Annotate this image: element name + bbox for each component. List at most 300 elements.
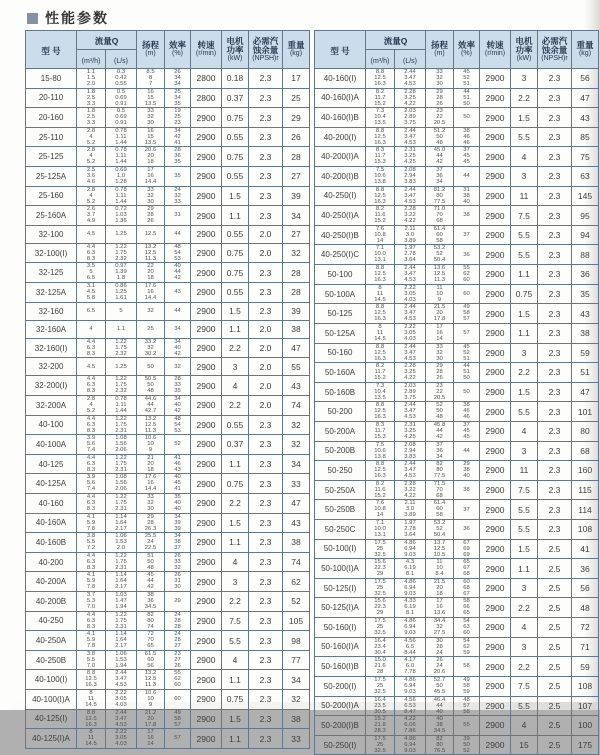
flow-m3h-values: 4: [89, 326, 93, 333]
npsh-cell: 2.3: [249, 690, 283, 710]
flow-m3h-values: 3.9 5.6 7.4: [86, 435, 96, 454]
flow-m3h-cell: [77, 533, 106, 553]
flow-m3h-values: 4.4 6.3 8.3: [86, 454, 96, 473]
weight-cell: 72: [572, 618, 599, 638]
speed-cell: 2900: [480, 88, 511, 108]
power-cell: 0.55: [222, 225, 249, 243]
table-row: [26, 243, 310, 263]
table-row: [315, 598, 599, 618]
flow-m3h-cell: [77, 493, 106, 513]
efficiency-cell: [454, 461, 480, 481]
flow-ls-values: 1.22 1.75 2.31: [115, 415, 127, 434]
efficiency-values: 48 57 58: [463, 696, 470, 715]
head-cell: [137, 415, 165, 435]
flow-m3h-cell: [77, 454, 106, 474]
flow-ls-values: 0.3 0.42 0.55: [115, 69, 127, 88]
efficiency-cell: [165, 395, 191, 415]
flow-ls-values: 0.5 0.69 0.91: [115, 108, 127, 127]
flow-ls-values: 2.44 3.47 4.53: [404, 343, 416, 362]
head-cell: [137, 302, 165, 320]
power-cell: 2.2: [511, 363, 538, 383]
speed-cell: 2900: [480, 539, 511, 559]
efficiency-values: 44: [463, 173, 470, 180]
flow-m3h-cell: [366, 559, 395, 579]
speed-cell: 2900: [191, 108, 222, 128]
table-row: [315, 618, 599, 638]
speed-cell: 2900: [480, 363, 511, 383]
weight-cell: 25: [283, 88, 310, 108]
speed-cell: 2900: [191, 493, 222, 513]
flow-m3h-cell: [366, 735, 395, 755]
efficiency-cell: [165, 147, 191, 167]
power-cell: 5.5: [511, 696, 538, 716]
npsh-cell: 2.3: [249, 302, 283, 320]
flow-ls-cell: [106, 493, 137, 513]
speed-cell: 2900: [191, 513, 222, 533]
speed-cell: 2900: [480, 598, 511, 618]
flow-m3h-values: 8 11 14.5: [85, 690, 97, 709]
flow-ls-values: 2.22 3.05 4.03: [404, 324, 416, 343]
flow-m3h-cell: [77, 302, 106, 320]
model-cell: 40-250(I)A: [315, 206, 366, 226]
model-cell: 25-125A: [26, 167, 77, 187]
head-cell: [426, 578, 454, 598]
flow-ls-cell: [106, 225, 137, 243]
flow-ls-values: 0.97 1.39 1.8: [115, 263, 127, 282]
head-values: 17 16 14: [436, 324, 443, 343]
table-row: [26, 415, 310, 435]
flow-m3h-values: 1.8 2.5 3.3: [86, 108, 96, 127]
flow-ls-cell: [395, 559, 426, 579]
efficiency-cell: [454, 127, 480, 147]
flow-m3h-values: 8.8 12.5 16.3: [374, 304, 386, 323]
flow-ls-cell: [106, 376, 137, 396]
efficiency-cell: [165, 225, 191, 243]
table-row: [26, 263, 310, 283]
flow-m3h-values: 4.1 5.9 7.8: [86, 513, 96, 532]
efficiency-cell: [165, 572, 191, 592]
model-cell: 50-200(I)B: [315, 716, 366, 736]
efficiency-cell: [165, 513, 191, 533]
speed-cell: 2900: [191, 454, 222, 474]
speed-cell: 2900: [480, 225, 511, 245]
efficiency-values: 38 46 46: [463, 402, 470, 421]
head-cell: [137, 376, 165, 396]
flow-ls-values: 2.22 3.05 4.03: [115, 729, 127, 748]
head-cell: [426, 206, 454, 226]
npsh-cell: 2.3: [249, 69, 283, 89]
head-cell: [426, 676, 454, 696]
power-cell: 2.2: [511, 598, 538, 618]
efficiency-cell: [165, 127, 191, 147]
flow-ls-cell: [395, 343, 426, 363]
efficiency-values: 41 46 43: [174, 454, 181, 473]
power-cell: 0.55: [222, 127, 249, 147]
npsh-cell: 2.3: [249, 415, 283, 435]
efficiency-values: 44 51 50: [463, 88, 470, 107]
table-row: [315, 206, 599, 226]
npsh-cell: 2.3: [538, 480, 572, 500]
npsh-cell: 2.0: [249, 338, 283, 358]
flow-m3h-cell: [77, 283, 106, 303]
efficiency-values: 31 38 40: [463, 186, 470, 205]
flow-m3h-cell: [366, 500, 395, 520]
head-values: 34.4 32 27.5: [433, 618, 446, 637]
head-values: 33 32 30: [147, 108, 154, 127]
flow-m3h-cell: [77, 186, 106, 206]
flow-ls-values: 2.31 3.25 4.25: [404, 147, 416, 166]
flow-ls-values: 2.03 2.89 3.75: [404, 108, 416, 127]
model-cell: 40-200(I)B: [315, 167, 366, 187]
flow-ls-values: 2.11 3.0 3.89: [404, 226, 416, 245]
efficiency-cell: [454, 676, 480, 696]
flow-m3h-values: 17.5 25 32.5: [374, 539, 386, 558]
table-row: [26, 358, 310, 376]
power-cell: 1.1: [222, 206, 249, 226]
flow-ls-values: 4.33 6.19 8.1: [404, 598, 416, 617]
flow-m3h-cell: [366, 167, 395, 187]
flow-m3h-values: 8.2 11.7 15.2: [374, 363, 386, 382]
head-cell: [426, 147, 454, 167]
efficiency-values: 34 40 42: [174, 396, 181, 415]
weight-cell: 85: [572, 127, 599, 147]
table-row: [26, 186, 310, 206]
npsh-cell: 2.0: [249, 376, 283, 396]
flow-m3h-values: 7.6 10.8 14: [374, 226, 386, 245]
speed-cell: 2900: [191, 302, 222, 320]
efficiency-values: 38: [463, 212, 470, 219]
efficiency-values: 45 52 51: [463, 69, 470, 88]
table-row: [26, 611, 310, 631]
flow-ls-values: 2.08 2.94 3.83: [404, 441, 416, 460]
table-row: [315, 520, 599, 540]
power-cell: 2.2: [222, 592, 249, 612]
flow-m3h-values: 4.4 6.3 8.3: [86, 244, 96, 263]
speed-cell: 2900: [191, 358, 222, 376]
table-row: [26, 631, 310, 651]
npsh-cell: 2.5: [538, 539, 572, 559]
flow-ls-cell: [395, 167, 426, 187]
head-values: 17.6 16 14.4: [144, 283, 157, 302]
flow-ls-values: 1.14 1.64 2.17: [115, 513, 127, 532]
power-cell: 1.5: [511, 304, 538, 324]
head-cell: [426, 108, 454, 128]
table-row: [26, 709, 310, 729]
head-cell: [137, 283, 165, 303]
head-cell: [426, 657, 454, 677]
model-cell: 40-200(I)A: [315, 147, 366, 167]
flow-ls-cell: [395, 500, 426, 520]
flow-ls-cell: [106, 127, 137, 147]
power-cell: 1.5: [511, 539, 538, 559]
efficiency-values: 34 42 41: [174, 128, 181, 147]
head-values: 17.6 16 14.4: [144, 474, 157, 493]
npsh-cell: 2.3: [249, 533, 283, 553]
flow-m3h-cell: [77, 415, 106, 435]
flow-m3h-values: 3.5 5 6.5: [86, 263, 96, 282]
head-cell: [426, 716, 454, 736]
power-cell: 5.5: [511, 225, 538, 245]
flow-m3h-values: 8.8 12.5 16.3: [374, 128, 386, 147]
head-cell: [426, 461, 454, 481]
head-values: 33 32 30: [436, 343, 443, 362]
head-values: 82 80 77.5: [433, 461, 446, 480]
flow-m3h-values: 7.5 10.6 13.8: [374, 441, 386, 460]
power-cell: 0.37: [222, 435, 249, 455]
model-cell: 40-125: [26, 454, 77, 474]
flow-ls-values: 1.14 1.64 2.17: [115, 631, 127, 650]
power-cell: 1.1: [511, 559, 538, 579]
flow-ls-values: 4.86 6.94 9.03: [404, 579, 416, 598]
flow-ls-values: 4.86 6.94 9.03: [404, 735, 416, 754]
efficiency-values: 50: [463, 389, 470, 395]
npsh-cell: 2.3: [538, 323, 572, 343]
efficiency-values: 48 54 53: [174, 244, 181, 263]
power-cell: 1.5: [222, 513, 249, 533]
model-cell: 50-250A: [315, 480, 366, 500]
flow-ls-cell: [395, 127, 426, 147]
weight-cell: 47: [283, 338, 310, 358]
flow-m3h-values: 8.2 11.6 15.2: [374, 480, 386, 500]
weight-cell: 74: [283, 395, 310, 415]
head-cell: [137, 631, 165, 651]
head-cell: [426, 696, 454, 716]
power-cell: 0.75: [222, 474, 249, 494]
npsh-cell: 2.3: [538, 245, 572, 265]
npsh-cell: 2.5: [538, 637, 572, 657]
head-values: 53.2 52 50.4: [433, 520, 446, 539]
speed-cell: 2900: [480, 127, 511, 147]
flow-m3h-values: 16.4 23.5 30.5: [374, 696, 386, 715]
efficiency-values: 37: [463, 506, 470, 513]
power-cell: 1.1: [222, 670, 249, 690]
head-values: 21.5 20 18: [433, 579, 446, 598]
speed-cell: 2900: [480, 716, 511, 736]
table-row: [315, 735, 599, 755]
power-cell: 7.5: [222, 611, 249, 631]
head-values: 11 10 9: [436, 284, 443, 303]
weight-cell: 80: [572, 421, 599, 441]
speed-cell: 2900: [480, 186, 511, 206]
col-header-head: 扬程 (m): [137, 31, 165, 69]
power-cell: 1.5: [222, 186, 249, 206]
speed-cell: 2900: [480, 284, 511, 304]
model-cell: 40-100(I)A: [26, 690, 77, 710]
npsh-cell: 2.3: [249, 263, 283, 283]
npsh-cell: 2.3: [538, 127, 572, 147]
npsh-cell: 2.3: [538, 108, 572, 128]
power-cell: 3: [222, 572, 249, 592]
power-cell: 1.5: [222, 709, 249, 729]
power-cell: 2.2: [511, 657, 538, 677]
npsh-cell: 2.3: [538, 421, 572, 441]
efficiency-cell: [454, 343, 480, 363]
efficiency-cell: [454, 500, 480, 520]
table-row: [315, 539, 599, 559]
flow-ls-cell: [395, 284, 426, 304]
speed-cell: 2900: [480, 559, 511, 579]
weight-cell: 74: [283, 552, 310, 572]
flow-m3h-values: 4.4 6.3 8.3: [86, 415, 96, 434]
flow-ls-cell: [395, 735, 426, 755]
section-title-text: 性能参数: [45, 10, 109, 26]
model-cell: 32-160(I): [26, 338, 77, 358]
efficiency-values: 37 45 45: [463, 422, 470, 441]
flow-ls-cell: [106, 69, 137, 89]
weight-cell: 28: [283, 263, 310, 283]
head-values: 52 50 48: [436, 402, 443, 421]
flow-m3h-cell: [77, 127, 106, 147]
efficiency-cell: [165, 454, 191, 474]
weight-cell: 39: [283, 302, 310, 320]
table-row: [26, 670, 310, 690]
weight-cell: 48: [572, 598, 599, 618]
flow-ls-cell: [395, 421, 426, 441]
efficiency-cell: [454, 69, 480, 89]
weight-cell: 52: [283, 592, 310, 612]
flow-m3h-cell: [77, 435, 106, 455]
npsh-cell: 2.3: [538, 304, 572, 324]
weight-cell: 39: [283, 186, 310, 206]
power-cell: 0.75: [222, 108, 249, 128]
head-values: 33 32 30: [436, 69, 443, 88]
table-row: [26, 592, 310, 612]
model-cell: 40-125(I)A: [26, 729, 77, 749]
power-cell: 3: [511, 69, 538, 89]
flow-m3h-cell: [77, 670, 106, 690]
flow-m3h-cell: [366, 441, 395, 461]
weight-cell: 35: [572, 284, 599, 304]
speed-cell: 2900: [480, 676, 511, 696]
table-row: [26, 338, 310, 358]
weight-cell: 101: [572, 402, 599, 422]
head-values: 12.5: [144, 231, 157, 238]
flow-ls-values: 1.97 2.78 3.64: [404, 245, 416, 264]
efficiency-values: 32: [174, 363, 181, 370]
head-cell: [137, 690, 165, 710]
flow-ls-values: 1.22 1.75 2.31: [115, 611, 127, 630]
flow-ls-cell: [395, 245, 426, 265]
flow-m3h-cell: [366, 676, 395, 696]
head-cell: [426, 343, 454, 363]
speed-cell: 2900: [191, 415, 222, 435]
flow-m3h-values: 4.5: [86, 363, 96, 370]
npsh-cell: 2.3: [249, 513, 283, 533]
flow-m3h-cell: [77, 572, 106, 592]
efficiency-cell: [454, 657, 480, 677]
npsh-cell: 2.5: [538, 559, 572, 579]
npsh-cell: 2.3: [249, 709, 283, 729]
table-row: [315, 186, 599, 206]
npsh-cell: 2.0: [249, 320, 283, 338]
flow-ls-values: 0.78 1.11 1.44: [115, 186, 127, 205]
efficiency-cell: [165, 167, 191, 187]
table-row: [26, 493, 310, 513]
flow-ls-values: 2.44 3.47 4.53: [404, 402, 416, 421]
flow-m3h-values: 8.3 11.7 15.3: [374, 422, 386, 441]
model-cell: 50-200(I): [315, 676, 366, 696]
model-cell: 50-200A: [315, 421, 366, 441]
efficiency-cell: [454, 363, 480, 383]
flow-m3h-cell: [77, 395, 106, 415]
weight-cell: 47: [283, 493, 310, 513]
efficiency-values: 55 62 60: [463, 265, 470, 284]
flow-ls-values: 1.08 1.56 2.06: [115, 474, 127, 493]
table-row: [315, 108, 599, 128]
efficiency-cell: [165, 283, 191, 303]
flow-m3h-values: 3.8 5.5 7.2: [86, 533, 96, 552]
flow-ls-values: 1.22 1.75 2.31: [115, 494, 127, 513]
speed-cell: 2900: [480, 696, 511, 716]
flow-m3h-cell: [366, 304, 395, 324]
model-cell: 32-200A: [26, 395, 77, 415]
npsh-cell: 2.3: [249, 474, 283, 494]
head-cell: [137, 650, 165, 670]
efficiency-values: 44 51 50: [463, 363, 470, 382]
speed-cell: 2900: [191, 690, 222, 710]
efficiency-values: 60: [463, 290, 470, 297]
flow-ls-values: 2.28 3.22 4.22: [404, 480, 416, 500]
col-header-flow-m3h: (m³/h): [366, 50, 395, 69]
table-row: [315, 245, 599, 265]
head-values: 61.4 60 58: [433, 226, 446, 245]
speed-cell: 2900: [480, 343, 511, 363]
speed-cell: 2900: [191, 225, 222, 243]
flow-ls-values: 1.97 2.78 3.64: [404, 520, 416, 539]
npsh-cell: 2.3: [538, 520, 572, 540]
efficiency-cell: [165, 670, 191, 690]
model-cell: 40-160(I): [315, 69, 366, 89]
head-cell: [426, 637, 454, 657]
efficiency-cell: [454, 618, 480, 638]
weight-cell: 51: [572, 363, 599, 383]
flow-ls-values: 4.86 6.94 9.03: [404, 677, 416, 696]
flow-ls-cell: [395, 696, 426, 716]
flow-ls-cell: [106, 147, 137, 167]
model-cell: 40-200B: [26, 592, 77, 612]
npsh-cell: 2.3: [538, 284, 572, 304]
table-row: [315, 696, 599, 716]
head-values: 13.2 12.5 11.3: [144, 244, 157, 263]
flow-ls-cell: [106, 206, 137, 226]
flow-m3h-cell: [366, 88, 395, 108]
flow-ls-values: 2.28 3.25 4.22: [404, 363, 416, 382]
flow-ls-values: 1.06 1.53 2.0: [115, 533, 127, 552]
model-cell: 40-160(I)B: [315, 108, 366, 128]
speed-cell: 2900: [480, 108, 511, 128]
efficiency-cell: [165, 243, 191, 263]
efficiency-values: 23 27 26: [174, 651, 181, 670]
weight-cell: 43: [572, 304, 599, 324]
flow-m3h-cell: [366, 461, 395, 481]
head-values: 82 80 76.5: [433, 735, 446, 754]
flow-ls-values: 0.78 1.11 1.44: [115, 147, 127, 166]
weight-cell: 77: [283, 650, 310, 670]
npsh-cell: 2.3: [249, 670, 283, 690]
flow-ls-cell: [395, 206, 426, 226]
flow-ls-cell: [106, 167, 137, 187]
flow-ls-values: 2.03 2.89 3.75: [404, 382, 416, 401]
head-cell: [426, 598, 454, 618]
power-cell: 2.2: [222, 493, 249, 513]
model-cell: 50-200: [315, 402, 366, 422]
head-cell: [426, 304, 454, 324]
weight-cell: 114: [572, 500, 599, 520]
flow-m3h-values: 4.5: [86, 231, 96, 238]
weight-cell: 32: [283, 415, 310, 435]
flow-ls-cell: [106, 263, 137, 283]
speed-cell: 2900: [191, 186, 222, 206]
